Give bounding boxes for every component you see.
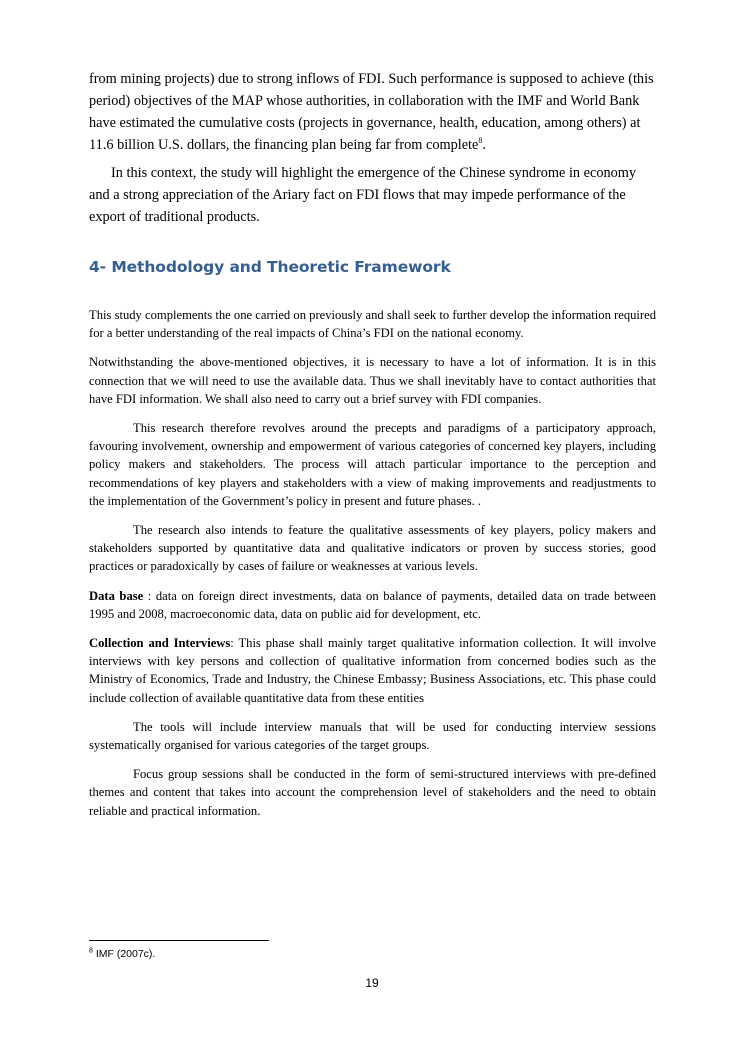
page-number: 19 [365,976,379,990]
body-paragraph-3: This research therefore revolves around the precepts and paradigms of a participatory approach, favouring involvement, ownership and empowerment of various categories of concerned key players, including policy makers and stakeholders. The process will attach particular importance to the perception and recommendations of key players and stakeholders with a view of making improvements and readjustments to the implementation of the Government’s policy in present and future phases. . [89,421,656,508]
page-content [89,68,656,831]
footnote-divider [89,940,269,941]
intro-paragraph-1-text: from mining projects) due to strong inflows of FDI. Such performance is supposed to achieve (this period) objectives of the MAP whose authorities, in collaboration with the IMF and World Bank have estimated the cumulative costs (projects in governance, health, education, among others) at 11.6 billion U.S. dollars, the financing plan being far from complete [89,71,654,153]
data-base-label: Data base [89,588,144,603]
collection-interviews-label: Collection and Interviews [89,636,231,651]
footnote-reference[interactable]: 8 [478,136,483,146]
body-paragraph-7: The tools will include interview manuals that will be used for conducting interview sessions systematically organised for various categories of the target groups. [89,719,656,753]
body-paragraph-2: Notwithstanding the above-mentioned objectives, it is necessary to have a lot of information. It is in this connection that we will need to use the available data. Thus we shall inevitably have to contact authorities that have FDI information. We shall also need to carry out a brief survey with FDI companies. [89,355,656,406]
intro-paragraph-1-end: . [482,137,486,153]
body-paragraph-5 [89,587,656,623]
section-heading: 4- Methodology and Theoretic Framework [89,258,451,276]
intro-section [89,68,656,228]
section-body [89,306,656,820]
body-paragraph-1: This study complements the one carried on previously and shall seek to further develop the information required for a better understanding of the real impacts of China’s FDI on the national economy. [89,308,656,341]
body-paragraph-6 [89,634,656,707]
body-paragraph-8: Focus group sessions shall be conducted in the form of semi-structured interviews with pre-defined themes and content that takes into account the comprehension level of stakeholders and the need to obtain reliable and practical information. [89,767,656,818]
collection-interviews-text: : This phase shall mainly target qualitative information collection. It will involve interviews with key persons and collection of qualitative information from concerned bodies such as the Ministry of Economics, Trade and Industry, the Chinese Embassy; Business Associations, etc. This phase could include collection of available quantitative data from these entities [89,636,656,705]
data-base-text: : data on foreign direct investments, data on balance of payments, detailed data on trade between 1995 and 2008, macroeconomic data, data on public aid for development, etc. [89,588,656,621]
body-paragraph-4: The research also intends to feature the qualitative assessments of key players, policy makers and stakeholders supported by quantitative data and qualitative indicators or proven by success stories, good practices or paradoxically by cases of failure or weaknesses at various levels. [89,523,656,574]
footnote-number: 8 [89,947,93,955]
footnote [89,948,155,960]
intro-paragraph-1 [89,68,656,156]
intro-paragraph-2: In this context, the study will highlight the emergence of the Chinese syndrome in economy and a strong appreciation of the Ariary fact on FDI flows that may impede performance of the export of traditional products. [89,165,637,225]
footnote-text: IMF (2007c). [92,948,156,960]
